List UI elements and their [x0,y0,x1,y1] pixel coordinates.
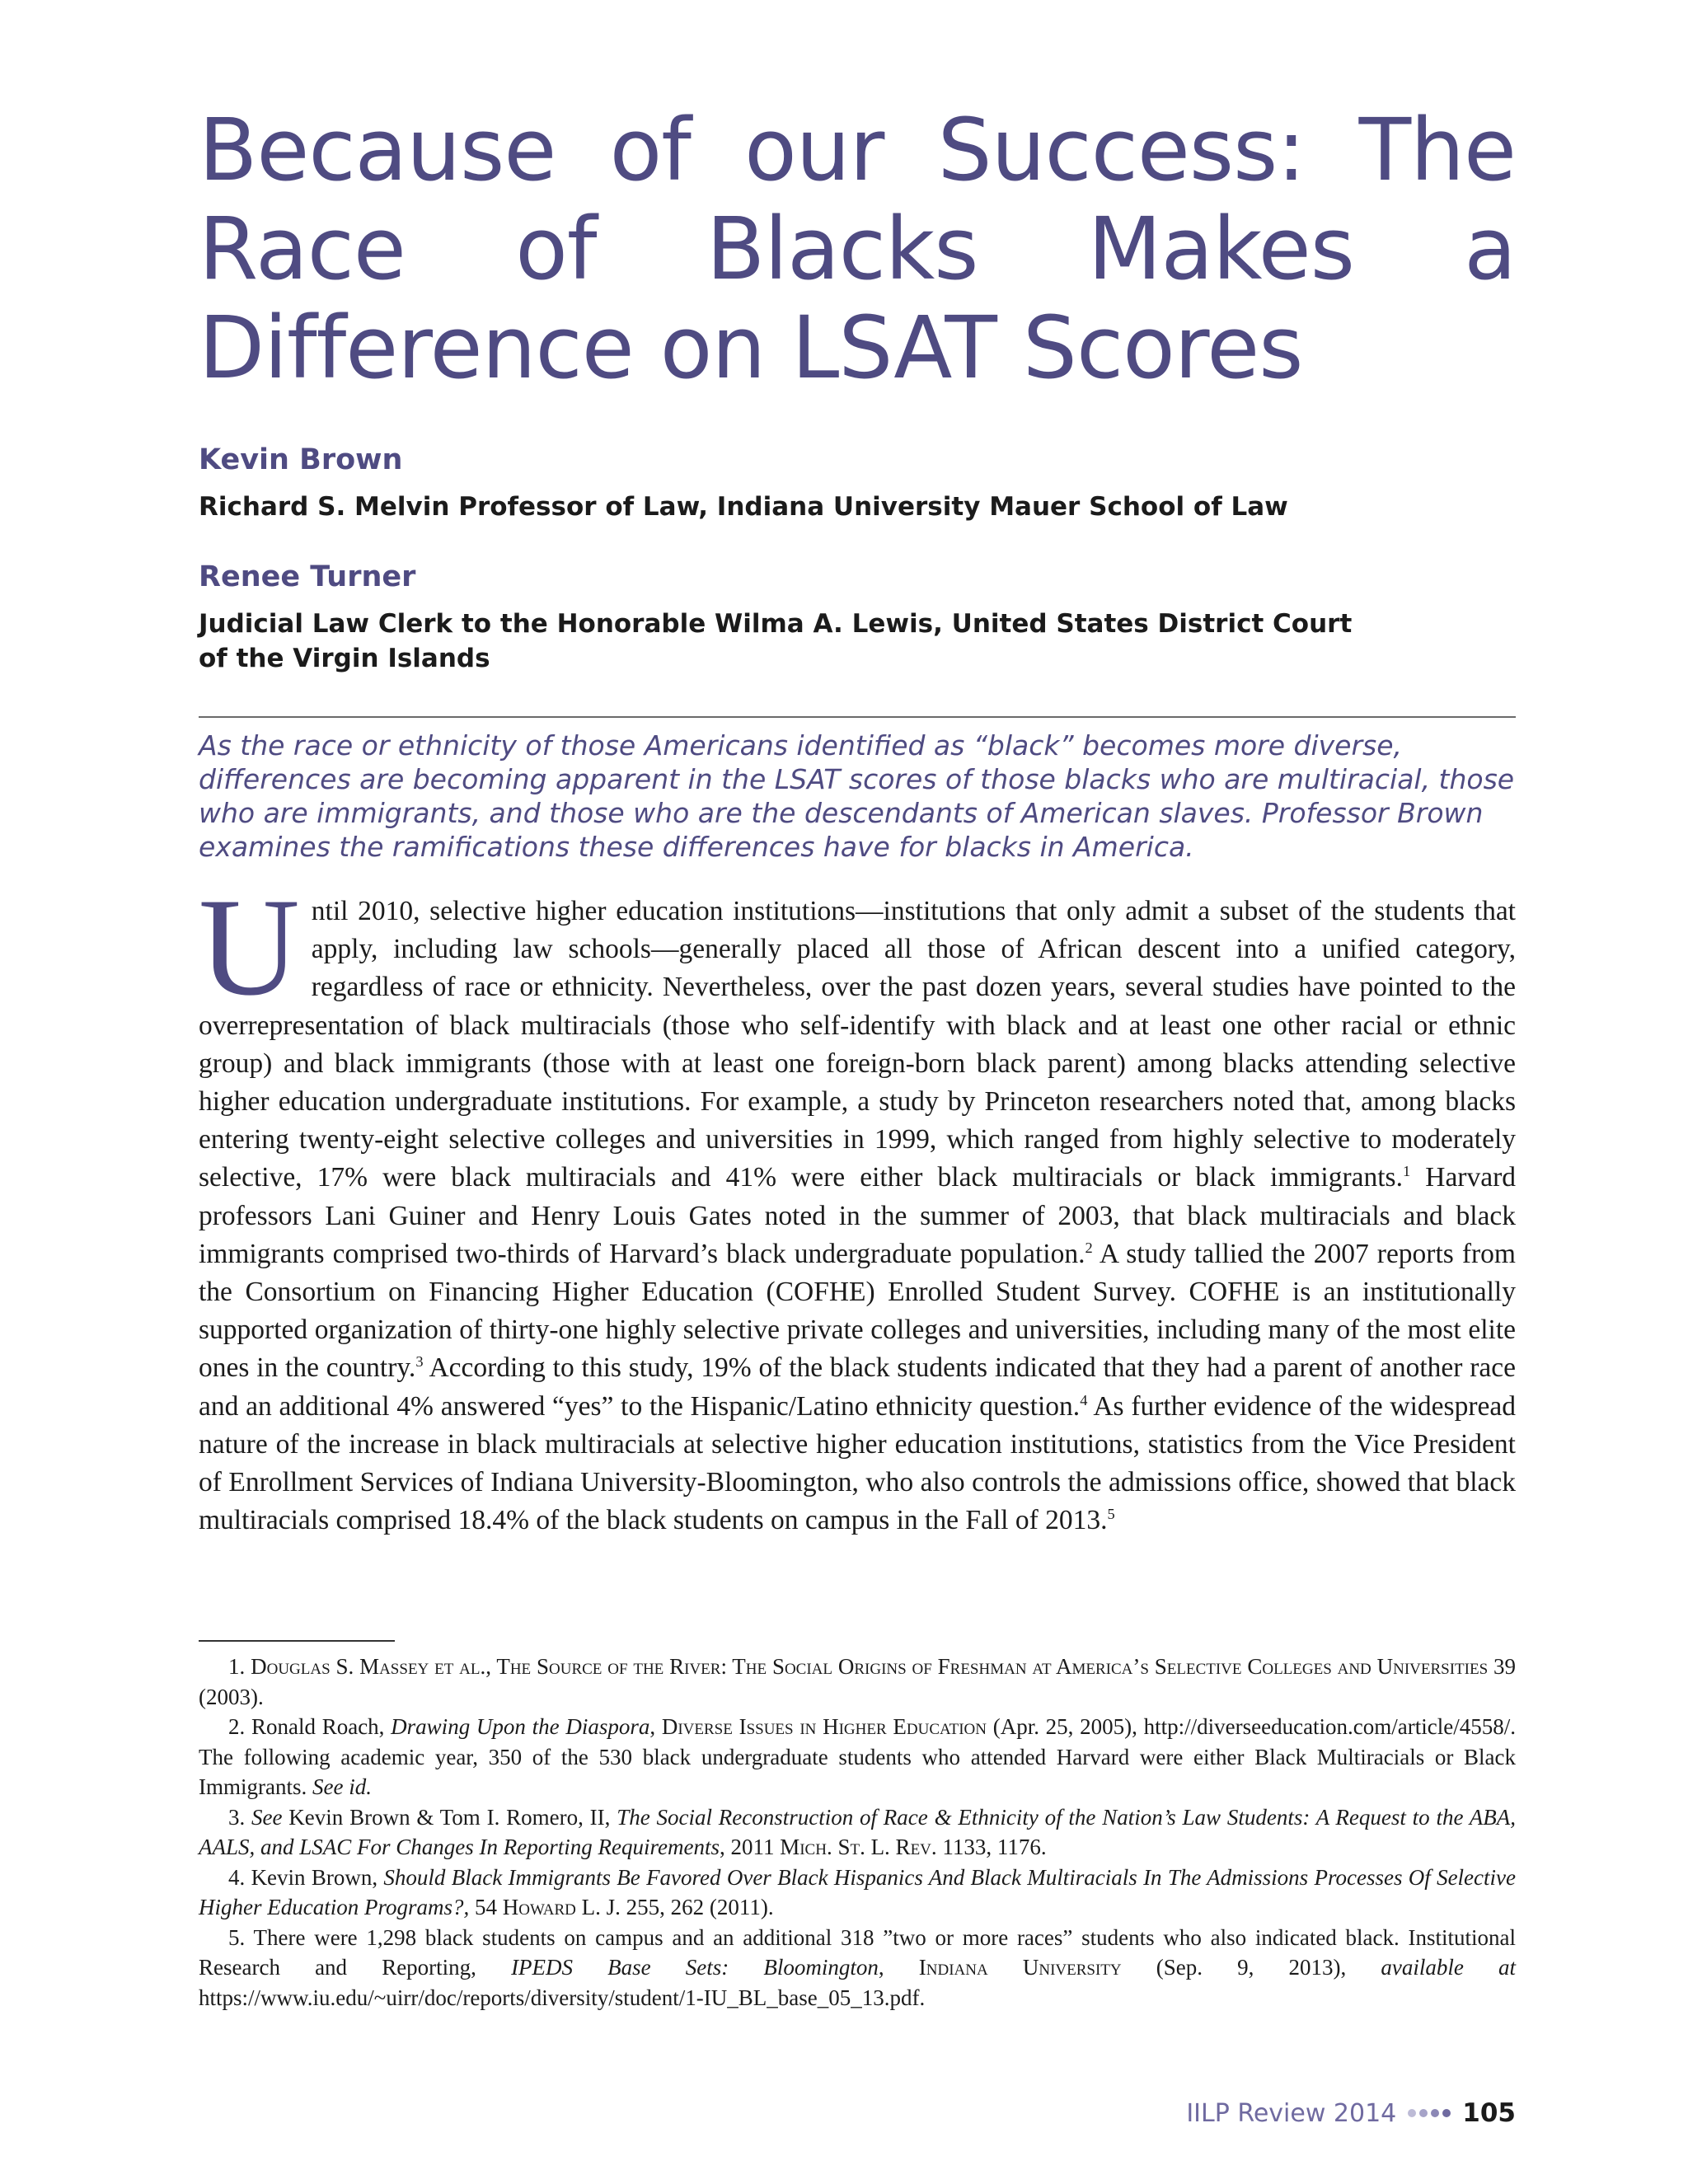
dot-icon [1431,2109,1439,2117]
footnote-text: , [649,1714,662,1739]
body-text-segment: A study tallied the 2007 reports from the Consortium on Financing Higher Education (COFHE) Enrolled Student Survey. COFHE is an institutionally supported organization of thirty-one highly selective private colleges and universities, including many of the most elite ones in the country. [199,1238,1516,1384]
footnote-text: 1133, 1176. [936,1835,1047,1859]
page-number: 105 [1462,2098,1516,2128]
footnote-text: Kevin Brown & Tom I. Romero, II, [282,1804,617,1830]
footnote [199,1652,1516,1712]
footnote-text: , [878,1955,919,1980]
footnote-ref[interactable]: 5 [1107,1506,1115,1523]
footnote-text: Ronald Roach, [251,1714,392,1739]
dots-ornament-icon [1408,2109,1451,2117]
footnote-text: 54 [469,1895,503,1919]
footnote-italic: IPEDS Base Sets: Bloomington [511,1955,879,1980]
body-text-segment: Harvard professors Lani Guiner and Henry Louis Gates noted in the summer of 2003, that black multiracials and black immigrants comprised two-thirds of Harvard’s black undergraduate population. [199,1162,1516,1269]
body-text-segment: As further evidence of the widespread nature of the increase in black multiracials at selective higher education institutions, statistics from the Vice President of Enrollment Services of Indiana University-Bloomington, who also controls the admissions office, showed that black multiracials comprised 18.4% of the black students on campus in the Fall of 2013. [199,1390,1516,1536]
footnote-italic: Drawing Upon the Diaspora [391,1714,650,1739]
footnote-citation: Diverse Issues in Higher Education [661,1714,987,1739]
dot-icon [1419,2109,1428,2117]
footnote-italic: available at [1381,1955,1516,1980]
article-title: Because of our Success: The Race of Blacks Makes a Difference on LSAT Scores [199,100,1516,398]
section-divider [199,716,1516,718]
footnote-citation: Howard [502,1895,576,1919]
footnote-link[interactable]: https://www.iu.edu/~uirr/doc/reports/diversity/student/1-IU_BL_base_05_13.pdf. [199,1985,926,2010]
footnote-number: 2. [228,1714,251,1739]
footnote-text: (Sep. 9, 2013), [1121,1955,1381,1980]
journal-name: IILP Review 2014 [1186,2098,1397,2128]
author-affiliation: Richard S. Melvin Professor of Law, Indiana University Mauer School of Law [199,492,1288,522]
footnote-ref[interactable]: 3 [415,1353,424,1371]
drop-cap: U [199,869,300,1024]
footnote-text: , 2011 [719,1835,781,1859]
footnote-citation: Indiana University [918,1955,1122,1980]
footnote-italic: Should Black Immigrants Be Favored Over Black Hispanics And Black Multiracials In The Admissions Processes Of Selective Higher Education Programs?, [199,1864,1517,1919]
dot-icon [1408,2109,1416,2117]
footnote [199,1863,1516,1923]
footnote-text: There were 1,298 black students on campus and an additional 318 ”two or more races” students who also indicated black. Institutional Research and Reporting, [199,1924,1517,1980]
author-name: Renee Turner [199,560,416,593]
footnote-text: Kevin Brown, [251,1864,384,1890]
footnote-divider [199,1640,395,1642]
author-block [199,559,1516,676]
body-text-segment: According to this study, 19% of the black students indicated that they had a parent of another race and an additional 4% answered “yes” to the Hispanic/Latino ethnicity question. [199,1352,1516,1422]
footnote-ref[interactable]: 1 [1402,1163,1411,1180]
footnote-text: (Apr. 25, 2005), http://diverseeducation.com/article/4558/. The following academic year, 350 of the 530 black undergraduate students who attended Harvard were either Black Multiracials or Black Immigrants. [199,1714,1516,1799]
footnote [199,1712,1516,1802]
footnote-italic: See [251,1804,283,1830]
footnote-ref[interactable]: 2 [1085,1239,1093,1256]
affiliation-line: of the Virgin Islands [199,644,490,673]
dot-icon [1442,2109,1451,2117]
footnote-citation: Douglas S. Massey et al., The Source of the River: The Social Origins of Freshman at America’s Selective Colleges and Universities [251,1654,1489,1679]
author-block [199,442,1516,524]
author-name: Kevin Brown [199,443,403,476]
footnote-italic: The Social Reconstruction of Race & Ethnicity of the Nation’s Law Students: A Request to the ABA, AALS, and LSAC For Changes In Reporting Requirements [199,1804,1516,1859]
footnote-number: 3. [228,1804,252,1830]
author-affiliation [199,607,1516,676]
footnote-italic: See id. [312,1774,372,1799]
footnote [199,1923,1516,2013]
body-text-segment: ntil 2010, selective higher education institutions—institutions that only admit a subset of the students that apply, including law schools—generally placed all those of African descent into a unified category, regardless of race or ethnicity. Nevertheless, over the past dozen years, several studies have pointed to the overrepresentation of black multiracials (those who self-identify with black and at least one other racial or ethnic group) and black immigrants (those with at least one foreign-born black parent) among blacks attending selective higher education undergraduate institutions. For example, a study by Princeton researchers noted that, among blacks entering twenty-eight selective colleges and universities in 1999, which ranged from highly selective to moderately selective, 17% were black multiracials and 41% were either black multiracials or black immigrants. [199,896,1516,1193]
page-footer [1186,2095,1516,2131]
affiliation-line: Judicial Law Clerk to the Honorable Wilma A. Lewis, United States District Court [199,609,1353,639]
footnote-text: L. J. 255, 262 (2011). [575,1895,774,1919]
abstract: As the race or ethnicity of those Americans identified as “black” becomes more diverse, differences are becoming apparent in the LSAT scores of those blacks who are multiracial, those who are immigrants, and those who are the descendants of American slaves. Professor Brown examines the ramifications these differences have for blacks in America. [199,729,1515,863]
article-page [199,0,1516,2184]
footnote-number: 5. [228,1924,254,1950]
footnote [199,1802,1516,1863]
footnote-ref[interactable]: 4 [1080,1391,1088,1408]
body-paragraph [199,869,1516,1540]
footnotes [199,1652,1516,2013]
footnote-text: 39 (2003). [199,1654,1517,1709]
footnote-number: 1. [228,1654,251,1679]
footnote-citation: Mich. St. L. Rev. [780,1835,937,1859]
footnote-number: 4. [228,1864,251,1890]
